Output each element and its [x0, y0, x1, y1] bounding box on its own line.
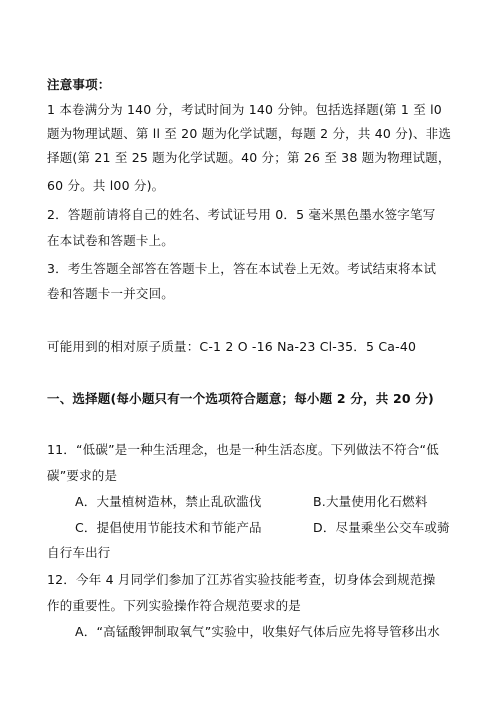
q12-option-a: A．“高锰酸钾制取氧气”实验中，收集好气体后应先将导管移出水	[75, 624, 441, 639]
notice-item3-line1: 3．考生答题全部答在答题卡上，答在本试卷上无效。考试结束将本试	[47, 261, 437, 276]
notice-heading: 注意事项：	[47, 77, 111, 92]
q11-option-c: C．提倡使用节能技术和节能产品	[75, 520, 262, 535]
notice-item1-line4: 60 分。共 l00 分)。	[47, 178, 165, 193]
q11-option-b: B.大量使用化石燃料	[313, 494, 428, 509]
q12-stem-line2: 作的重要性。下列实验操作符合规范要求的是	[47, 598, 302, 613]
notice-item2-line2: 在本试卷和答题卡上。	[47, 233, 175, 248]
q11-option-d: D．尽量乘坐公交车或骑	[313, 520, 450, 535]
q11-option-d-continued: 自行车出行	[47, 545, 111, 560]
notice-item3-line2: 卷和答题卡一并交回。	[47, 286, 175, 301]
q11-stem-line1: 11．“低碳”是一种生活理念，也是一种生活态度。下列做法不符合“低	[47, 442, 439, 457]
notice-item1-line1: 1 本卷满分为 140 分，考试时间为 140 分钟。包括选择题(第 1 至 l0	[47, 102, 442, 117]
q11-stem-line2: 碳”要求的是	[47, 468, 118, 483]
notice-item1-line3: 择题(第 21 至 25 题为化学试题。40 分；第 26 至 38 题为物理试题，	[47, 150, 451, 165]
section1-heading: 一、选择题(每小题只有一个选项符合题意；每小题 2 分，共 20 分)	[47, 391, 434, 406]
notice-item2-line1: 2．答题前请将自己的姓名、考试证号用 0．5 毫米黑色墨水签字笔写	[47, 207, 436, 222]
q11-option-a: A．大量植树造林，禁止乱砍滥伐	[75, 494, 262, 509]
notice-item1-line2: 题为物理试题、第 ll 至 20 题为化学试题，每题 2 分，共 40 分)、非选	[47, 126, 452, 141]
atomic-mass-line: 可能用到的相对原子质量：C-1 2 O -16 Na-23 Cl-35．5 Ca-40	[47, 339, 417, 354]
q12-stem-line1: 12．今年 4 月同学们参加了江苏省实验技能考查，切身体会到规范操	[47, 572, 436, 587]
